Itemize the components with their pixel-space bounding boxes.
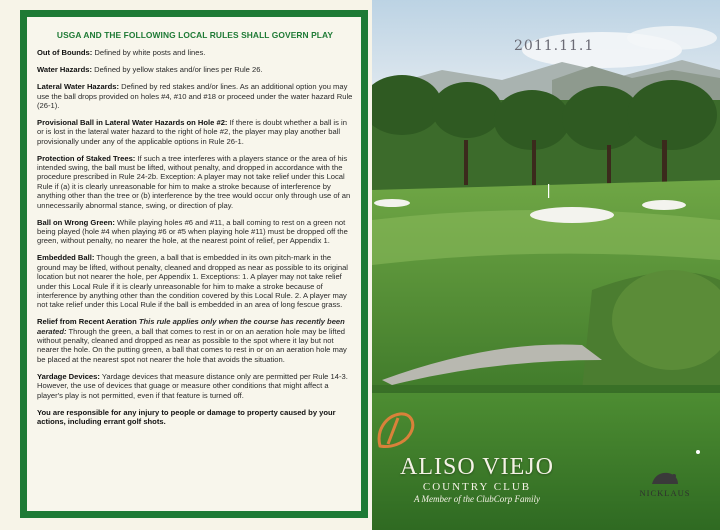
rule-text: If there is doubt whether a ball is in or is lost in the lateral water hazard to the right of hole #2, the player may play another ball provisionally under any of the applicable options in Rule 26-1.	[37, 117, 347, 146]
rule-staked-trees	[37, 154, 353, 210]
rule-text: Defined by yellow stakes and/or lines per Rule 26.	[92, 65, 263, 75]
rule-heading: Water Hazards:	[37, 65, 92, 75]
club-subtitle: COUNTRY CLUB	[422, 481, 532, 493]
responsibility-notice: You are responsible for any injury to people or damage to property caused by your actions, including errant golf shots.	[37, 408, 336, 427]
rule-water-hazards	[37, 65, 353, 74]
sand-bunker	[374, 199, 410, 207]
rule-heading: Relief from Recent Aeration	[37, 317, 137, 327]
rules-title: USGA AND THE FOLLOWING LOCAL RULES SHALL GOVERN PLAY	[56, 30, 334, 40]
club-name: ALISO VIEJO	[400, 454, 554, 480]
rule-italic-note: This rule applies only when the course has recently been aerated:	[37, 317, 345, 336]
rule-lateral-water-hazards	[37, 82, 353, 110]
rule-heading: Yardage Devices:	[37, 371, 100, 381]
course-photo	[372, 0, 720, 530]
designer-name: NICKLAUS	[639, 488, 691, 498]
rule-embedded-ball	[37, 253, 353, 309]
club-logo-icon	[372, 410, 418, 452]
rule-text: Through the green, a ball that comes to rest in or on an aeration hole may be lifted without penalty, cleaned and dropped as near as possible to the spot where it lay but not nearer the hole. On the putting green, a ball that comes to rest in or on an aeration hole may be placed at the nearest spot not nearer the hole that avoids the situation.	[37, 326, 347, 364]
rule-text: Yardage devices that measure distance only are permitted per Rule 14-3. However, the use of devices that guage or measure other conditions that might affect a player's play is not permitted, even if that feature is turned off.	[37, 371, 348, 400]
rule-heading: Out of Bounds:	[37, 48, 93, 58]
date-stamp: 2011.11.1	[514, 38, 595, 54]
rule-out-of-bounds	[37, 48, 353, 57]
rule-text: Defined by red stakes and/or lines. As an additional option you may use the ball drops provided on holes #4, #10 and #18 or proceed under the water hazard Rule (26-1).	[37, 82, 353, 111]
rule-heading: Embedded Ball:	[37, 253, 95, 263]
club-member-line: A Member of the ClubCorp Family	[413, 494, 541, 504]
sand-bunker	[530, 207, 614, 223]
golf-ball	[696, 450, 700, 454]
rule-heading: Lateral Water Hazards:	[37, 82, 120, 92]
rule-heading: Provisional Ball in Lateral Water Hazards on Hole #2:	[37, 117, 228, 127]
rule-aeration	[37, 317, 353, 364]
rule-text: Defined by white posts and lines.	[92, 48, 206, 58]
designer-logo	[620, 468, 710, 498]
sand-bunker	[642, 200, 686, 210]
rule-text: While playing holes #6 and #11, a ball coming to rest on a green not being played (hole #4 when playing #6 or #5 when playing hole #11) must be dropped off the green, without penalty, no nearer the hole, at the nearest point of relief, per Appendix 1.	[37, 217, 348, 246]
flag-pin	[548, 184, 549, 198]
bear-icon	[650, 468, 680, 488]
cloud	[627, 26, 717, 50]
course-landscape	[372, 0, 720, 530]
tee-edge	[372, 385, 720, 393]
rule-heading: Protection of Staked Trees:	[37, 153, 136, 163]
rule-provisional-ball	[37, 118, 353, 146]
rule-text: If such a tree interferes with a players stance or the area of his intended swing, the ball must be lifted, without penalty, and dropped in accordance with the procedure prescribed in Rule 24-2b. Exception: A player may not take relief under this Local Rule if (a) it is clearly unreasonable for him to make a stroke because of interference by anything other than the tree or (b) interference by the tree would occur only through use of an unnecessarily abnormal stance, swing, or direction of play.	[37, 153, 351, 210]
rules-content	[37, 27, 353, 503]
rule-heading: Ball on Wrong Green:	[37, 217, 115, 227]
rule-wrong-green	[37, 218, 353, 246]
rules-frame	[20, 10, 368, 518]
rule-text: Though the green, a ball that is embedded in its own pitch-mark in the ground may be lifted, without penalty, cleaned and dropped as near as possible to its original location but not nearer the hole, per Appendix 1. Exceptions: 1. A player may not take relief under this Local Rule if it is clearly unreasonable for him to make a stroke because of interference by anything other than the condition covered by this Local Rule. 2. A player may not take relief under this Local Rule if the ball is embedded in an area of long fescue grass.	[37, 253, 348, 310]
rule-yardage-devices	[37, 372, 353, 400]
